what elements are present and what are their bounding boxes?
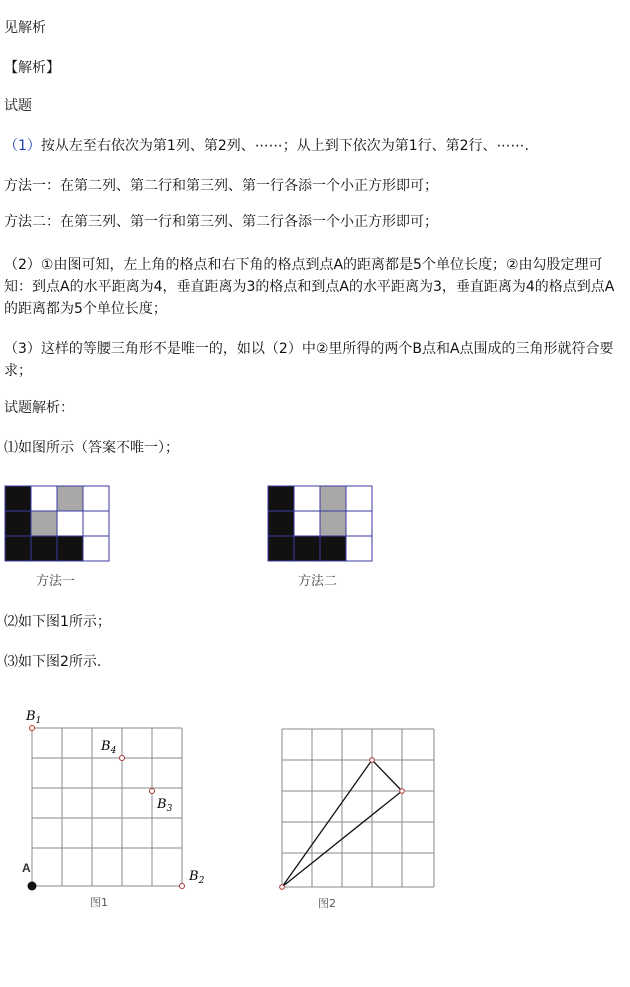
grid-cell-black (31, 536, 57, 561)
solution-step2: ⑵如下图1所示； (4, 614, 111, 630)
grid-cell-gray (320, 486, 346, 511)
solution-step3: ⑶如下图2所示. (4, 654, 102, 670)
grid-cell-gray (57, 486, 83, 511)
method1-text: 方法一：在第二列、第二行和第三列、第一行各添一个小正方形即可； (4, 178, 438, 194)
figure1-caption: 图1 (90, 896, 108, 909)
part1-marker: （1） (4, 138, 41, 154)
grid-cell-black (320, 536, 346, 561)
grid-cell-white (83, 511, 109, 536)
grid-cell-gray (320, 511, 346, 536)
label-a: A (22, 861, 31, 875)
grid-cell-black (5, 486, 31, 511)
grid-cell-black (5, 536, 31, 561)
grid-cell-white (31, 486, 57, 511)
grid-cell-white (346, 536, 372, 561)
point-b3 (150, 789, 155, 794)
figure2-caption: 图2 (318, 897, 336, 910)
point-a (28, 882, 37, 891)
fig2-point-b4 (370, 758, 375, 763)
part1-text (4, 136, 529, 156)
grid-cell-black (268, 486, 294, 511)
grid-cell-black (5, 511, 31, 536)
label-b1: $B_1$ (26, 709, 42, 726)
part2-text: （2）①由图可知，左上角的格点和右下角的格点到点A的距离都是5个单位长度；②由勾股定理可知：到点A的水平距离为4，垂直距离为3的格点和到点A的水平距离为3，垂直距离为4的格点到点A的距离都为5个单位长度； (4, 257, 615, 317)
label-b2: $B_2$ (189, 869, 205, 886)
answer-text: 见解析 (4, 20, 46, 36)
method2-caption: 方法二 (298, 574, 338, 589)
method1-grid (4, 485, 110, 563)
grid-cell-white (83, 536, 109, 561)
grid-cell-white (83, 486, 109, 511)
grid-cell-gray (31, 511, 57, 536)
grid-cell-black (294, 536, 320, 561)
grid-cell-white (346, 511, 372, 536)
solution-header: 试题解析： (4, 400, 74, 416)
grid-cell-black (57, 536, 83, 561)
analysis-header: 【解析】 (4, 60, 60, 76)
figure2-grid-lines (282, 729, 434, 887)
fig2-point-b3 (400, 789, 405, 794)
question-label: 试题 (4, 98, 32, 114)
grid-cell-white (294, 486, 320, 511)
grid-cell-white (346, 486, 372, 511)
label-b4: $B_4$ (101, 739, 117, 756)
part1-body: 按从左至右依次为第1列、第2列、⋯⋯；从上到下依次为第1行、第2行、⋯⋯. (40, 138, 529, 154)
method1-caption: 方法一 (36, 574, 76, 589)
label-b3: $B_3$ (157, 797, 173, 814)
point-b1 (30, 726, 35, 731)
fig2-point-a (280, 885, 285, 890)
method2-text: 方法二：在第三列、第一行和第三列、第二行各添一个小正方形即可； (4, 214, 438, 230)
grid-cell-white (57, 511, 83, 536)
solution-step1: ⑴如图所示（答案不唯一）； (4, 440, 179, 456)
grid-cell-black (268, 536, 294, 561)
point-b4 (120, 756, 125, 761)
grid-cell-black (268, 511, 294, 536)
figure-1 (0, 700, 240, 920)
method2-grid (267, 485, 373, 563)
figure-2 (270, 715, 450, 925)
part3-text: （3）这样的等腰三角形不是唯一的，如以（2）中②里所得的两个B点和A点围成的三角形就符合要求； (4, 341, 614, 379)
grid-cell-white (294, 511, 320, 536)
point-b2 (180, 884, 185, 889)
